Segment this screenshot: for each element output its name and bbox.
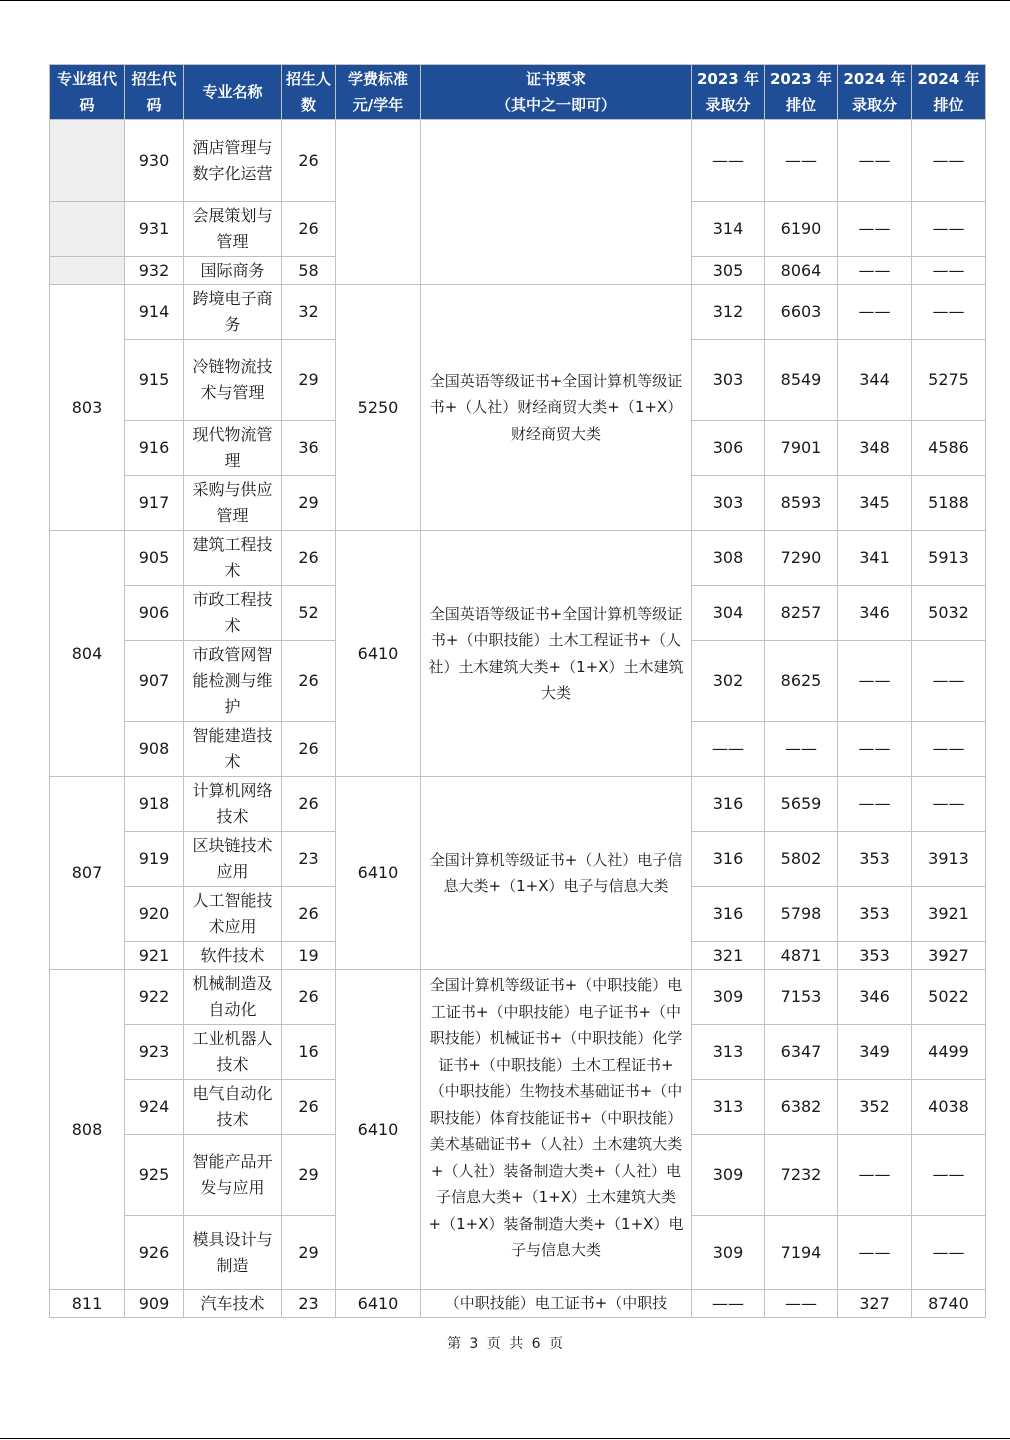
table-row — [50, 970, 986, 1025]
rank-2023: 7290 — [765, 531, 838, 586]
table-row — [50, 285, 986, 340]
score-2023: —— — [692, 120, 765, 202]
group-code: 803 — [50, 285, 125, 531]
rank-2024: 5022 — [912, 970, 986, 1025]
enroll-code: 909 — [125, 1290, 184, 1318]
rank-2023: 5659 — [765, 777, 838, 832]
enroll-count: 26 — [282, 120, 336, 202]
score-2023: 316 — [692, 832, 765, 887]
enroll-count: 23 — [282, 1290, 336, 1318]
score-2024: —— — [838, 120, 912, 202]
score-2024: 346 — [838, 586, 912, 641]
header-fee: 学费标准元/学年 — [336, 65, 421, 120]
score-2023: 312 — [692, 285, 765, 340]
table-row — [50, 1290, 986, 1318]
score-2024: —— — [838, 1216, 912, 1290]
fee: 5250 — [336, 285, 421, 531]
rank-2023: 7153 — [765, 970, 838, 1025]
score-2024: 352 — [838, 1080, 912, 1135]
bottom-rule — [0, 1438, 1010, 1439]
fee-cell — [336, 120, 421, 285]
rank-2023: 7232 — [765, 1135, 838, 1216]
score-2023: 305 — [692, 257, 765, 285]
score-2024: 353 — [838, 887, 912, 942]
major-name: 现代物流管理 — [184, 421, 282, 476]
enroll-count: 16 — [282, 1025, 336, 1080]
enroll-count: 29 — [282, 476, 336, 531]
enroll-count: 32 — [282, 285, 336, 340]
major-name: 汽车技术 — [184, 1290, 282, 1318]
enroll-count: 26 — [282, 970, 336, 1025]
cert-requirement: 全国计算机等级证书+（人社）电子信息大类+（1+X）电子与信息大类 — [421, 777, 692, 970]
score-2024: —— — [838, 257, 912, 285]
header-row — [50, 65, 986, 120]
page-number: 第 3 页 共 6 页 — [446, 1336, 564, 1352]
major-name: 智能建造技术 — [184, 722, 282, 777]
cert-requirement: 全国英语等级证书+全国计算机等级证书+（人社）财经商贸大类+（1+X）财经商贸大类 — [421, 285, 692, 531]
group-code: 807 — [50, 777, 125, 970]
score-2024: —— — [838, 722, 912, 777]
rank-2023: 5802 — [765, 832, 838, 887]
score-2023: 306 — [692, 421, 765, 476]
header-cert: 证书要求 （其中之一即可） — [421, 65, 692, 120]
fee: 6410 — [336, 777, 421, 970]
score-2024: —— — [838, 202, 912, 257]
rank-2024: —— — [912, 202, 986, 257]
score-2024: 345 — [838, 476, 912, 531]
group-code: 808 — [50, 970, 125, 1290]
rank-2024: 5913 — [912, 531, 986, 586]
header-rank-2023: 2023 年排位 — [765, 65, 838, 120]
enroll-count: 26 — [282, 722, 336, 777]
rank-2024: 5275 — [912, 340, 986, 421]
rank-2023: 8625 — [765, 641, 838, 722]
enroll-count: 36 — [282, 421, 336, 476]
score-2023: 302 — [692, 641, 765, 722]
score-2023: 309 — [692, 1135, 765, 1216]
rank-2024: —— — [912, 777, 986, 832]
rank-2024: —— — [912, 285, 986, 340]
enroll-count: 26 — [282, 777, 336, 832]
rank-2023: 8064 — [765, 257, 838, 285]
group-code-cell — [50, 257, 125, 285]
enroll-code: 926 — [125, 1216, 184, 1290]
cert-requirement: 全国英语等级证书+全国计算机等级证书+（中职技能）土木工程证书+（人社）土木建筑大类+（1+X）土木建筑大类 — [421, 531, 692, 777]
cert-requirement: （中职技能）电工证书+（中职技 — [421, 1290, 692, 1318]
rank-2023: 8257 — [765, 586, 838, 641]
enroll-code: 916 — [125, 421, 184, 476]
rank-2024: 4586 — [912, 421, 986, 476]
enroll-code: 925 — [125, 1135, 184, 1216]
enroll-count: 29 — [282, 1135, 336, 1216]
major-name: 建筑工程技术 — [184, 531, 282, 586]
score-2023: 308 — [692, 531, 765, 586]
enroll-code: 907 — [125, 641, 184, 722]
enroll-code: 914 — [125, 285, 184, 340]
enroll-count: 26 — [282, 887, 336, 942]
header-score-2024: 2024 年录取分 — [838, 65, 912, 120]
group-code-cell — [50, 202, 125, 257]
rank-2024: 3921 — [912, 887, 986, 942]
rank-2024: 8740 — [912, 1290, 986, 1318]
major-name: 酒店管理与数字化运营 — [184, 120, 282, 202]
major-name: 会展策划与管理 — [184, 202, 282, 257]
fee: 6410 — [336, 1290, 421, 1318]
score-2023: 304 — [692, 586, 765, 641]
score-2024: 346 — [838, 970, 912, 1025]
enroll-code: 931 — [125, 202, 184, 257]
table-row — [50, 531, 986, 586]
enroll-count: 58 — [282, 257, 336, 285]
rank-2023: —— — [765, 1290, 838, 1318]
score-2024: 348 — [838, 421, 912, 476]
rank-2023: 6603 — [765, 285, 838, 340]
major-name: 人工智能技术应用 — [184, 887, 282, 942]
score-2023: 316 — [692, 777, 765, 832]
rank-2023: —— — [765, 722, 838, 777]
enroll-count: 19 — [282, 942, 336, 970]
major-name: 计算机网络技术 — [184, 777, 282, 832]
score-2023: 314 — [692, 202, 765, 257]
enroll-code: 906 — [125, 586, 184, 641]
rank-2024: —— — [912, 641, 986, 722]
major-name: 跨境电子商务 — [184, 285, 282, 340]
score-2024: —— — [838, 1135, 912, 1216]
enroll-code: 923 — [125, 1025, 184, 1080]
header-major: 专业名称 — [184, 65, 282, 120]
score-2023: 316 — [692, 887, 765, 942]
major-name: 工业机器人技术 — [184, 1025, 282, 1080]
score-2023: —— — [692, 1290, 765, 1318]
rank-2024: —— — [912, 1216, 986, 1290]
major-name: 市政管网智能检测与维护 — [184, 641, 282, 722]
group-code: 804 — [50, 531, 125, 777]
rank-2024: —— — [912, 722, 986, 777]
rank-2023: 5798 — [765, 887, 838, 942]
enroll-count: 52 — [282, 586, 336, 641]
major-name: 市政工程技术 — [184, 586, 282, 641]
score-2023: —— — [692, 722, 765, 777]
major-name: 软件技术 — [184, 942, 282, 970]
rank-2024: —— — [912, 257, 986, 285]
score-2023: 303 — [692, 340, 765, 421]
major-name: 冷链物流技术与管理 — [184, 340, 282, 421]
rank-2024: 4499 — [912, 1025, 986, 1080]
table-row — [50, 120, 986, 202]
enroll-count: 26 — [282, 641, 336, 722]
score-2023: 313 — [692, 1025, 765, 1080]
enroll-code: 918 — [125, 777, 184, 832]
score-2023: 313 — [692, 1080, 765, 1135]
top-rule — [0, 0, 1010, 1]
score-2024: —— — [838, 641, 912, 722]
rank-2023: 7194 — [765, 1216, 838, 1290]
score-2024: 353 — [838, 832, 912, 887]
enroll-code: 919 — [125, 832, 184, 887]
enroll-count: 29 — [282, 1216, 336, 1290]
rank-2024: 3927 — [912, 942, 986, 970]
score-2024: 349 — [838, 1025, 912, 1080]
rank-2024: 4038 — [912, 1080, 986, 1135]
rank-2023: 7901 — [765, 421, 838, 476]
major-name: 电气自动化技术 — [184, 1080, 282, 1135]
rank-2023: 6190 — [765, 202, 838, 257]
score-2023: 309 — [692, 1216, 765, 1290]
header-group-code: 专业组代码 — [50, 65, 125, 120]
major-name: 采购与供应管理 — [184, 476, 282, 531]
major-name: 国际商务 — [184, 257, 282, 285]
rank-2023: 8549 — [765, 340, 838, 421]
score-2024: 344 — [838, 340, 912, 421]
table-row — [50, 777, 986, 832]
enroll-code: 922 — [125, 970, 184, 1025]
header-rank-2024: 2024 年排位 — [912, 65, 986, 120]
rank-2024: 5188 — [912, 476, 986, 531]
group-code-cell — [50, 120, 125, 202]
enroll-count: 29 — [282, 340, 336, 421]
score-2024: 341 — [838, 531, 912, 586]
enroll-count: 26 — [282, 531, 336, 586]
score-2023: 303 — [692, 476, 765, 531]
header-score-2023: 2023 年录取分 — [692, 65, 765, 120]
header-count: 招生人数 — [282, 65, 336, 120]
score-2024: —— — [838, 285, 912, 340]
rank-2024: 3913 — [912, 832, 986, 887]
enroll-count: 26 — [282, 202, 336, 257]
enroll-code: 930 — [125, 120, 184, 202]
enroll-count: 23 — [282, 832, 336, 887]
major-name: 智能产品开发与应用 — [184, 1135, 282, 1216]
enroll-code: 921 — [125, 942, 184, 970]
enroll-count: 26 — [282, 1080, 336, 1135]
rank-2023: 8593 — [765, 476, 838, 531]
admission-table — [49, 64, 986, 1318]
rank-2024: —— — [912, 120, 986, 202]
major-name: 模具设计与制造 — [184, 1216, 282, 1290]
score-2024: —— — [838, 777, 912, 832]
enroll-code: 932 — [125, 257, 184, 285]
score-2023: 309 — [692, 970, 765, 1025]
score-2024: 327 — [838, 1290, 912, 1318]
rank-2023: —— — [765, 120, 838, 202]
major-name: 机械制造及自动化 — [184, 970, 282, 1025]
rank-2023: 6382 — [765, 1080, 838, 1135]
enroll-code: 905 — [125, 531, 184, 586]
score-2024: 353 — [838, 942, 912, 970]
cert-requirement: 全国计算机等级证书+（中职技能）电工证书+（中职技能）电子证书+（中职技能）机械证书+（中职技能）化学证书+（中职技能）土木工程证书+（中职技能）生物技术基础证书+（中职技能）体育技能证书+（中职技能）美术基础证书+（人社）土木建筑大类+（人社）装备制造大类+（人社）电子信息大类+（1+X）土木建筑大类+（1+X）装备制造大类+（1+X）电子与信息大类 — [421, 970, 692, 1290]
enroll-code: 920 — [125, 887, 184, 942]
enroll-code: 924 — [125, 1080, 184, 1135]
rank-2023: 4871 — [765, 942, 838, 970]
header-enroll-code: 招生代码 — [125, 65, 184, 120]
group-code: 811 — [50, 1290, 125, 1318]
enroll-code: 915 — [125, 340, 184, 421]
fee: 6410 — [336, 531, 421, 777]
enroll-code: 917 — [125, 476, 184, 531]
rank-2024: —— — [912, 1135, 986, 1216]
score-2023: 321 — [692, 942, 765, 970]
fee: 6410 — [336, 970, 421, 1290]
major-name: 区块链技术应用 — [184, 832, 282, 887]
cert-cell — [421, 120, 692, 285]
rank-2024: 5032 — [912, 586, 986, 641]
enroll-code: 908 — [125, 722, 184, 777]
rank-2023: 6347 — [765, 1025, 838, 1080]
